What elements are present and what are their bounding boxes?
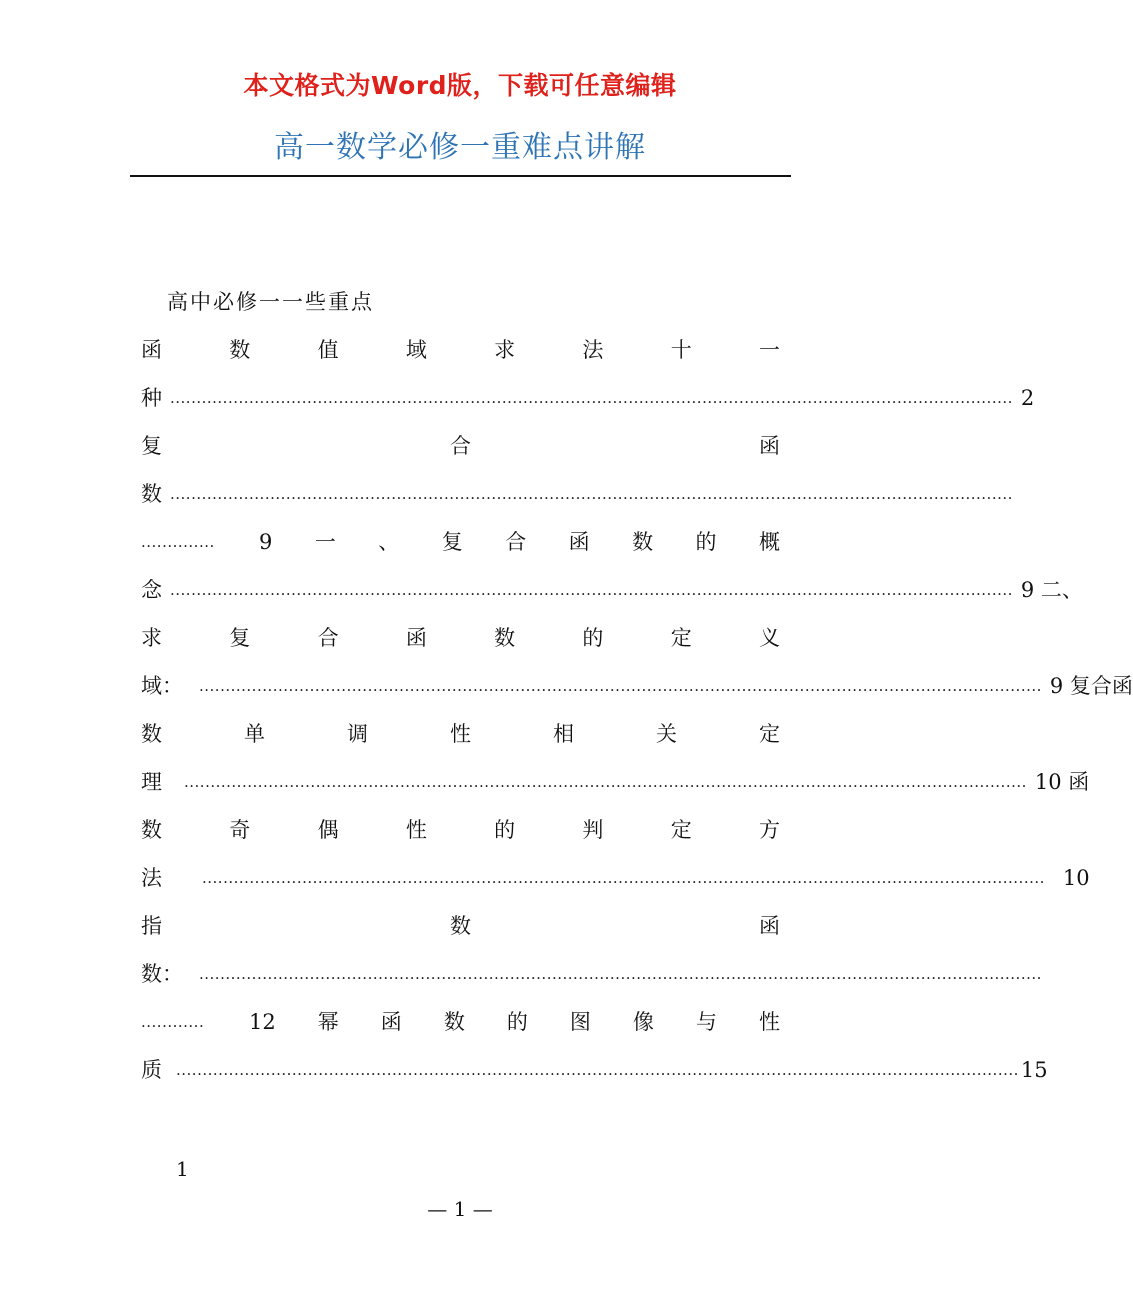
page-number: 1 (176, 1157, 189, 1181)
toc-page-number: 2 (1020, 386, 1035, 410)
toc-entry-words (249, 1007, 780, 1037)
toc-char: 域 (405, 338, 427, 362)
toc-line (141, 911, 780, 941)
toc-char: 性 (405, 818, 427, 842)
toc-page-number: 9 (259, 530, 273, 554)
toc-char: 判 (582, 818, 604, 842)
toc-char: 的 (506, 1010, 528, 1034)
toc-char: 性 (758, 1010, 780, 1034)
toc-char: 定 (670, 818, 692, 842)
toc-char: 数 (141, 722, 162, 746)
toc-char: 函 (568, 530, 590, 554)
toc-char: 关 (656, 722, 677, 746)
toc-char: 复 (229, 626, 251, 650)
toc-char: 数 (494, 626, 516, 650)
toc-char: 复 (441, 530, 463, 554)
toc-char: 偶 (317, 818, 339, 842)
title-divider (130, 175, 791, 177)
toc-entry-link[interactable] (141, 671, 1133, 701)
toc-char: 相 (553, 722, 574, 746)
toc-char: 复 (141, 434, 162, 458)
toc-char: 的 (582, 626, 604, 650)
toc-page-number: 10 函 (1034, 770, 1090, 794)
toc-char: 合 (450, 434, 471, 458)
toc-entry-link[interactable] (141, 383, 1035, 413)
toc-leader-dots: ................................................................................................................................................................ (199, 965, 1042, 983)
toc-char: 函 (380, 1010, 402, 1034)
toc-char: 像 (632, 1010, 654, 1034)
toc-leader-dots: ................................................................................................................................................................ (202, 869, 1045, 887)
toc-char: 一 (314, 530, 336, 554)
toc-entry-label: 法 (141, 866, 162, 890)
toc-char: 幂 (317, 1010, 339, 1034)
toc-entry-link[interactable] (141, 767, 1090, 797)
toc-entry-label: 数 (141, 482, 162, 506)
toc-leader-dots: ................................................................................................................................................................ (199, 677, 1042, 695)
toc-entry-label: 数： (141, 962, 183, 986)
toc-entry-label: 理 (141, 770, 162, 794)
toc-char: 函 (141, 338, 162, 362)
toc-page-number: 9 复合函 (1049, 674, 1133, 698)
toc-leader-dots: ................................................................................................................................................................ (184, 773, 1027, 791)
toc-char: 数 (141, 818, 162, 842)
toc-entry-link[interactable] (141, 1055, 1048, 1085)
toc-line (141, 719, 780, 749)
toc-char: 求 (141, 626, 162, 650)
toc-heading: 高中必修一一些重点 (167, 290, 374, 314)
toc-leader-dots: ................................................................................................................................................................ (170, 485, 1013, 503)
toc-entry-label: 种 (141, 386, 162, 410)
toc-char: 一 (758, 338, 780, 362)
toc-entry-label: 域： (141, 674, 183, 698)
document-title: 高一数学必修一重难点讲解 (274, 130, 646, 165)
toc-char: 数 (443, 1010, 465, 1034)
toc-entry-words (259, 527, 780, 557)
toc-char: 性 (450, 722, 471, 746)
page-footer: — 1 — (427, 1197, 493, 1221)
toc-line (141, 335, 780, 365)
toc-char: 义 (758, 626, 780, 650)
download-banner: 本文格式为Word版，下载可任意编辑 (243, 71, 677, 100)
toc-entry-link[interactable] (141, 479, 1013, 509)
toc-char: 奇 (229, 818, 251, 842)
toc-page-number: 12 (249, 1010, 276, 1034)
toc-char: 指 (141, 914, 162, 938)
toc-char: 定 (670, 626, 692, 650)
toc-char: 数 (450, 914, 471, 938)
toc-char: 函 (759, 914, 780, 938)
toc-page-number: 10 (1062, 866, 1090, 890)
toc-entry-link[interactable] (141, 863, 1090, 893)
toc-line (141, 1007, 780, 1037)
toc-char: 的 (695, 530, 717, 554)
toc-char: 概 (759, 530, 780, 554)
toc-char: 值 (317, 338, 339, 362)
toc-leader-dots: .............. (141, 533, 215, 551)
toc-char: 方 (758, 818, 780, 842)
toc-leader-dots: ................................................................................................................................................................ (170, 581, 1013, 599)
toc-char: 的 (494, 818, 516, 842)
toc-char: 图 (569, 1010, 591, 1034)
toc-entry-link[interactable] (141, 575, 1083, 605)
toc-entry-label: 念 (141, 578, 162, 602)
toc-char: 十 (670, 338, 692, 362)
toc-char: 单 (244, 722, 265, 746)
toc-char: 数 (632, 530, 654, 554)
toc-entry-label: 质 (141, 1058, 162, 1082)
toc-leader-dots: ................................................................................................................................................................ (170, 389, 1013, 407)
toc-char: 法 (582, 338, 604, 362)
toc-char: 函 (405, 626, 427, 650)
toc-char: 求 (494, 338, 516, 362)
toc-entry-link[interactable] (141, 959, 1042, 989)
toc-page-number: 15 (1020, 1058, 1048, 1082)
toc-char: 函 (759, 434, 780, 458)
toc-line (141, 815, 780, 845)
toc-line (141, 431, 780, 461)
toc-line (141, 527, 780, 557)
toc-char: 与 (695, 1010, 717, 1034)
toc-page-number: 9 二、 (1020, 578, 1083, 602)
toc-leader-dots: ............ (141, 1013, 205, 1031)
toc-leader-dots: ................................................................................................................................................................ (176, 1061, 1019, 1079)
toc-char: 调 (347, 722, 368, 746)
toc-char: 合 (505, 530, 527, 554)
toc-char: 合 (317, 626, 339, 650)
toc-char: 定 (759, 722, 780, 746)
toc-line (141, 623, 780, 653)
toc-char: 、 (378, 530, 400, 554)
toc-char: 数 (229, 338, 251, 362)
